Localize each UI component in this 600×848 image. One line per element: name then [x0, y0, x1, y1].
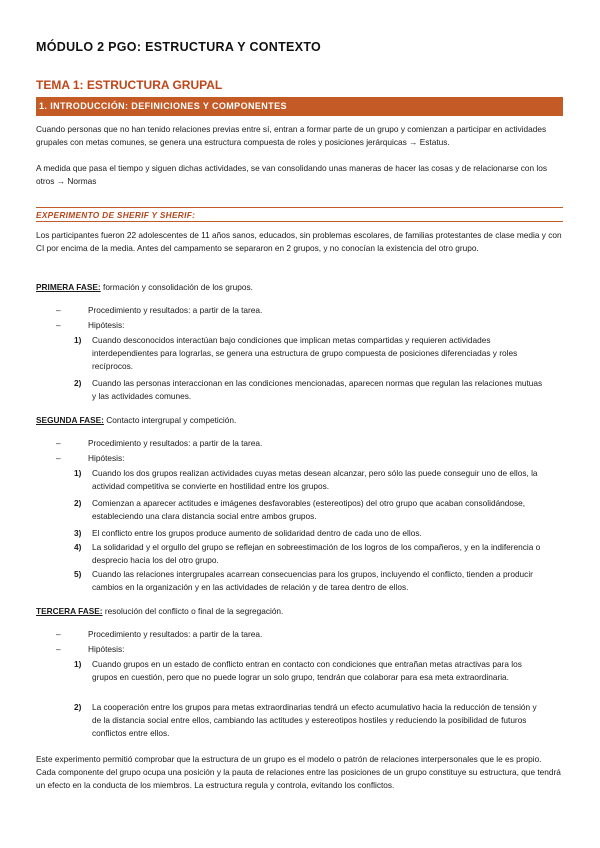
dash-bullet: – — [56, 320, 61, 330]
arrow-icon: → — [409, 137, 418, 147]
intro-p2-text: A medida que pasa el tiempo y siguen dichas actividades, se van consolidando unas maneras de hacer las cosas y de relacionarse con los otros — [36, 163, 548, 186]
divider — [36, 221, 563, 222]
item-number: 1) — [74, 659, 82, 669]
arrow-icon: → — [56, 176, 66, 186]
experiment-title: EXPERIMENTO DE SHERIF Y SHERIF: — [36, 210, 196, 220]
phase-label: TERCERA FASE: — [36, 606, 103, 616]
item-number: 5) — [74, 569, 82, 579]
intro-paragraph-normas — [36, 162, 563, 188]
item-text: Cuando grupos en un estado de conflicto entran en contacto con condiciones que entrañan metas atractivas para los grupos en cuestión, pero que no puede lograr un solo grupo, tendrán que colaborar para esa meta extraordinaria. — [92, 659, 522, 682]
dash-bullet: – — [56, 644, 61, 654]
phase-label: SEGUNDA FASE: — [36, 415, 104, 425]
intro-p1-end: Estatus. — [419, 137, 450, 147]
phase-heading — [36, 605, 283, 618]
item-text: Cuando las personas interaccionan en las condiciones mencionadas, aparecen normas que regulan las relaciones mutuas y las actividades comunes. — [92, 378, 543, 401]
experiment-intro: Los participantes fueron 22 adolescentes de 11 años sanos, educados, sin problemas escolares, de familias protestantes de clase media y con CI por encima de la media. Antes del campamento se separaron en 2 grupos, y no conocían la existencia del otro grupo. — [36, 230, 562, 253]
hypothesis-label: Hipótesis: — [88, 644, 125, 654]
module-title: MÓDULO 2 PGO: ESTRUCTURA Y CONTEXTO — [36, 40, 322, 54]
tema-title: TEMA 1: ESTRUCTURA GRUPAL — [36, 78, 223, 92]
phase-label: PRIMERA FASE: — [36, 282, 101, 292]
item-number: 2) — [74, 702, 82, 712]
hypothesis-label: Hipótesis: — [88, 320, 125, 330]
item-number: 3) — [74, 528, 82, 538]
item-number: 1) — [74, 335, 82, 345]
item-text: Cuando desconocidos interactúan bajo condiciones que implican metas compartidas y requieren actividades interdependientes para lograrlas, se genera una estructura de grupo compuesta de posiciones diferenciadas y roles recíprocos. — [92, 335, 518, 371]
conclusion-paragraph: Este experimento permitió comprobar que la estructura de un grupo es el modelo o patrón de relaciones interpersonales que le es propio. Cada componente del grupo ocupa una posición y la pauta de relaciones entre las posiciones de un grupo constituye su estructura, que tendrá un efecto en la conducta de los miembros. La estructura regula y controla, evitando los conflictos. — [36, 754, 561, 790]
item-number: 2) — [74, 378, 82, 388]
dash-bullet: – — [56, 438, 61, 448]
dash-bullet: – — [56, 305, 61, 315]
item-text: Cuando las relaciones intergrupales acarrean consecuencias para los grupos, incluyendo el conflicto, tienden a producir cambios en la organización y en las actividades de relación y de tarea dentro de ellos. — [92, 569, 533, 592]
item-number: 1) — [74, 468, 82, 478]
item-text: La solidaridad y el orgullo del grupo se reflejan en sobreestimación de los logros de los compañeros, y en la indiferencia o desprecio hacia los del otro grupo. — [92, 542, 541, 565]
phase-heading — [36, 414, 236, 427]
phase-desc: formación y consolidación de los grupos. — [103, 282, 253, 292]
phase-heading — [36, 281, 253, 294]
item-text: Comienzan a aparecer actitudes e imágenes desfavorables (estereotipos) del otro grupo que acaban consolidándose, estableciendo una clara distancia social entre ambos grupos. — [92, 498, 526, 521]
item-text: Cuando los dos grupos realizan actividades cuyas metas desean alcanzar, pero sólo las puede conseguir uno de ellos, la actividad competitiva se convierte en hostilidad entre los grupos. — [92, 468, 538, 491]
intro-p2-end: Normas — [67, 176, 97, 186]
phase-desc: resolución del conflicto o final de la segregación. — [104, 606, 284, 616]
item-text: La cooperación entre los grupos para metas extraordinarias tendrá un efecto acumulativo hacia la reducción de tensión y de la distancia social entre ellos, cambiando las actitudes y estereotipos hostiles y reduciendo la posibilidad de futuros conflictos entre ellos. — [92, 702, 537, 738]
item-number: 2) — [74, 498, 82, 508]
dash-bullet: – — [56, 629, 61, 639]
intro-paragraph-estatus — [36, 123, 563, 149]
intro-p1-text: Cuando personas que no han tenido relaciones previas entre sí, entran a formar parte de un grupo y comienzan a participar en actividades grupales con metas comunes, se genera una estructura compuesta de roles y posiciones jerárquicas — [36, 124, 547, 147]
hypothesis-label: Hipótesis: — [88, 453, 125, 463]
section-heading: 1. INTRODUCCIÓN: DEFINICIONES Y COMPONENTES — [36, 97, 563, 116]
item-number: 4) — [74, 542, 82, 552]
item-text: El conflicto entre los grupos produce aumento de solidaridad dentro de cada uno de ellos. — [92, 528, 422, 538]
phase-desc: Contacto intergrupal y competición. — [106, 415, 237, 425]
dash-bullet: – — [56, 453, 61, 463]
procedure-text: Procedimiento y resultados: a partir de la tarea. — [88, 438, 263, 448]
divider — [36, 207, 563, 208]
procedure-text: Procedimiento y resultados: a partir de la tarea. — [88, 305, 263, 315]
procedure-text: Procedimiento y resultados: a partir de la tarea. — [88, 629, 263, 639]
